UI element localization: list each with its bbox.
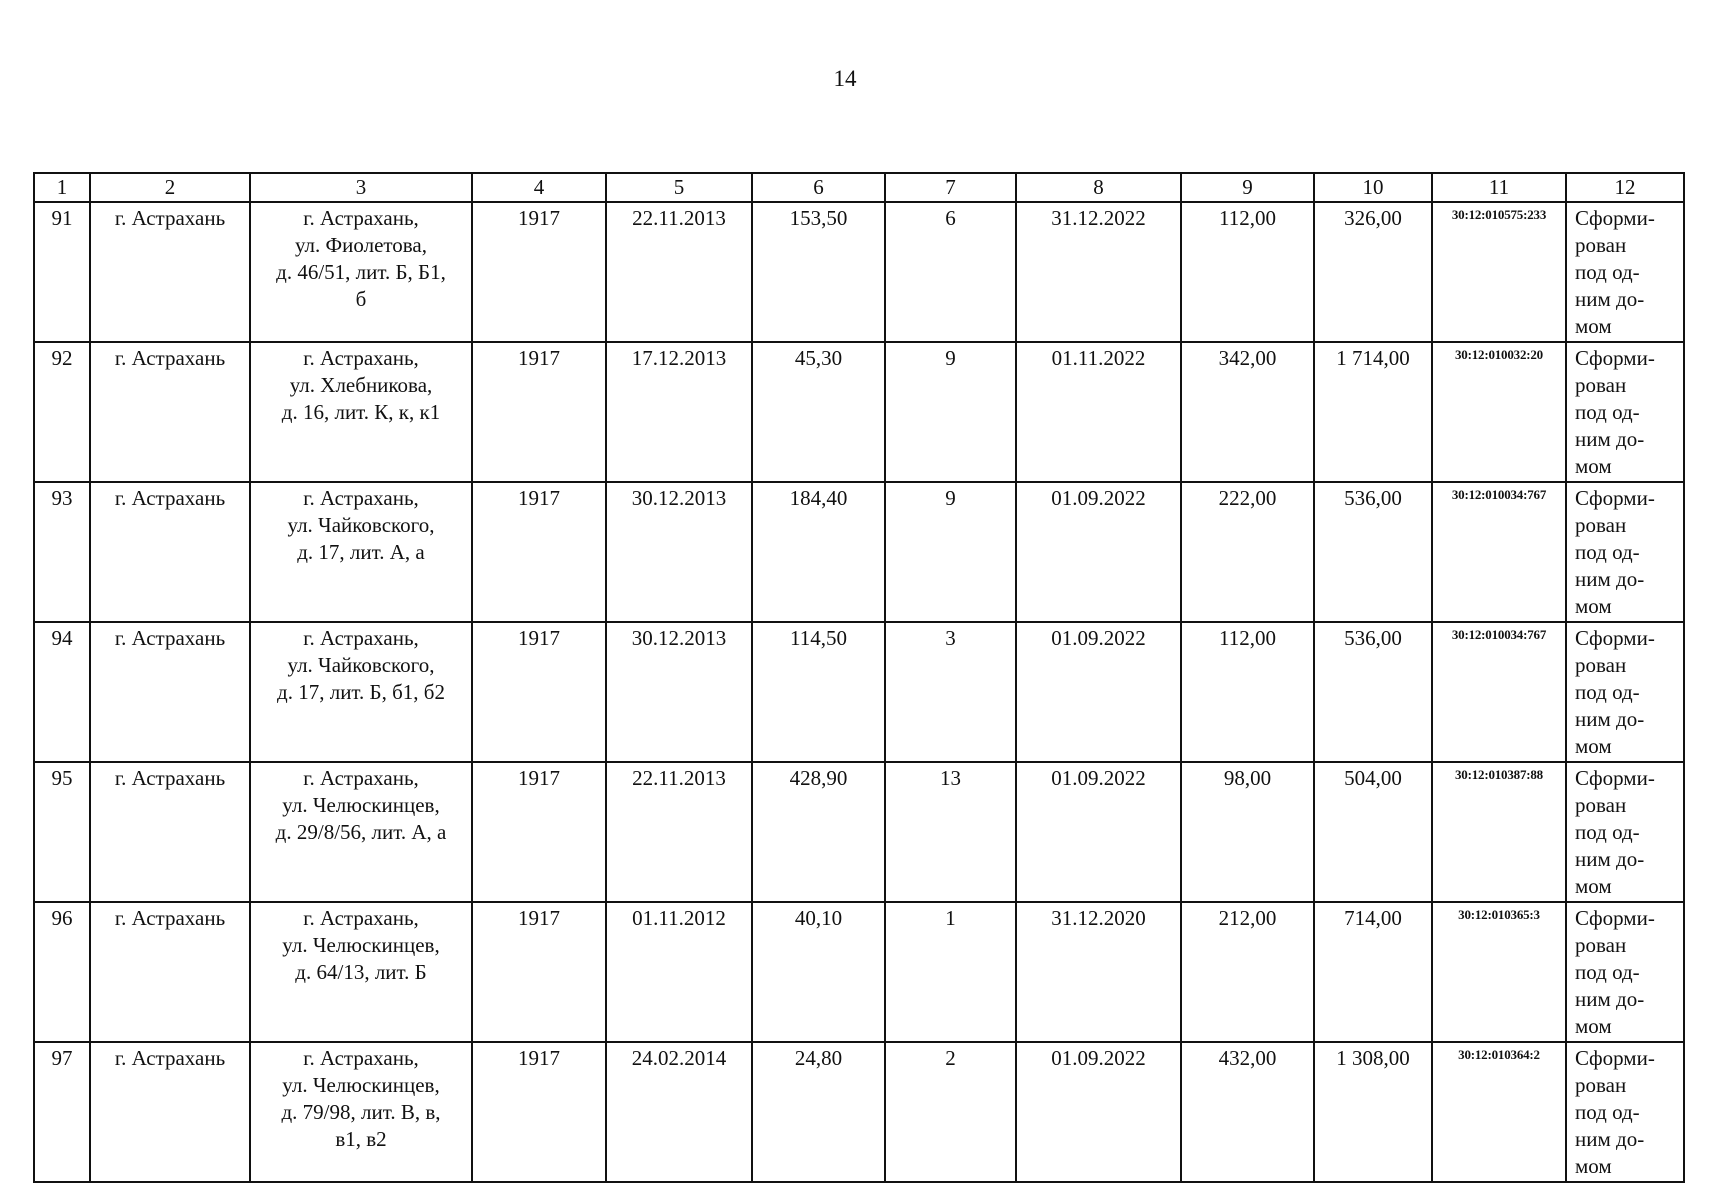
city-cell: г. Астрахань bbox=[90, 762, 250, 902]
deadline-cell: 01.09.2022 bbox=[1016, 482, 1181, 622]
city-cell: г. Астрахань bbox=[90, 342, 250, 482]
deadline-cell: 01.09.2022 bbox=[1016, 762, 1181, 902]
deadline-cell: 01.09.2022 bbox=[1016, 622, 1181, 762]
date-cell: 24.02.2014 bbox=[606, 1042, 752, 1182]
row-number: 91 bbox=[34, 202, 90, 342]
status-cell: Сформи- рован под од- ним до- мом bbox=[1566, 482, 1684, 622]
city-cell: г. Астрахань bbox=[90, 202, 250, 342]
value-cell: 98,00 bbox=[1181, 762, 1314, 902]
row-number: 96 bbox=[34, 902, 90, 1042]
table-row bbox=[34, 762, 1684, 902]
column-header: 4 bbox=[472, 173, 606, 202]
column-header: 8 bbox=[1016, 173, 1181, 202]
year-cell: 1917 bbox=[472, 202, 606, 342]
table-row bbox=[34, 202, 1684, 342]
area-cell: 184,40 bbox=[752, 482, 885, 622]
count-cell: 6 bbox=[885, 202, 1016, 342]
year-cell: 1917 bbox=[472, 622, 606, 762]
address-cell: г. Астрахань, ул. Чайковского, д. 17, лит. А, а bbox=[250, 482, 472, 622]
address-cell: г. Астрахань, ул. Чайковского, д. 17, лит. Б, б1, б2 bbox=[250, 622, 472, 762]
column-header: 1 bbox=[34, 173, 90, 202]
date-cell: 22.11.2013 bbox=[606, 202, 752, 342]
value-cell: 504,00 bbox=[1314, 762, 1432, 902]
value-cell: 536,00 bbox=[1314, 622, 1432, 762]
column-header: 10 bbox=[1314, 173, 1432, 202]
cadastral-number-cell: 30:12:010032:20 bbox=[1432, 342, 1566, 482]
table-row bbox=[34, 902, 1684, 1042]
value-cell: 1 308,00 bbox=[1314, 1042, 1432, 1182]
year-cell: 1917 bbox=[472, 482, 606, 622]
cadastral-number-cell: 30:12:010034:767 bbox=[1432, 482, 1566, 622]
status-cell: Сформи- рован под од- ним до- мом bbox=[1566, 1042, 1684, 1182]
cadastral-number-cell: 30:12:010387:88 bbox=[1432, 762, 1566, 902]
address-cell: г. Астрахань, ул. Челюскинцев, д. 29/8/56, лит. А, а bbox=[250, 762, 472, 902]
cadastral-number-cell: 30:12:010364:2 bbox=[1432, 1042, 1566, 1182]
count-cell: 13 bbox=[885, 762, 1016, 902]
column-header: 3 bbox=[250, 173, 472, 202]
address-cell: г. Астрахань, ул. Челюскинцев, д. 79/98, лит. В, в, в1, в2 bbox=[250, 1042, 472, 1182]
area-cell: 40,10 bbox=[752, 902, 885, 1042]
area-cell: 24,80 bbox=[752, 1042, 885, 1182]
value-cell: 222,00 bbox=[1181, 482, 1314, 622]
table-row bbox=[34, 622, 1684, 762]
date-cell: 01.11.2012 bbox=[606, 902, 752, 1042]
deadline-cell: 31.12.2020 bbox=[1016, 902, 1181, 1042]
value-cell: 1 714,00 bbox=[1314, 342, 1432, 482]
city-cell: г. Астрахань bbox=[90, 902, 250, 1042]
cadastral-number-cell: 30:12:010575:233 bbox=[1432, 202, 1566, 342]
table-row bbox=[34, 342, 1684, 482]
column-header: 7 bbox=[885, 173, 1016, 202]
status-cell: Сформи- рован под од- ним до- мом bbox=[1566, 622, 1684, 762]
value-cell: 112,00 bbox=[1181, 622, 1314, 762]
value-cell: 212,00 bbox=[1181, 902, 1314, 1042]
count-cell: 2 bbox=[885, 1042, 1016, 1182]
address-cell: г. Астрахань, ул. Фиолетова, д. 46/51, лит. Б, Б1, б bbox=[250, 202, 472, 342]
value-cell: 112,00 bbox=[1181, 202, 1314, 342]
value-cell: 342,00 bbox=[1181, 342, 1314, 482]
column-header: 9 bbox=[1181, 173, 1314, 202]
address-cell: г. Астрахань, ул. Хлебникова, д. 16, лит. К, к, к1 bbox=[250, 342, 472, 482]
header-row bbox=[34, 173, 1684, 202]
count-cell: 1 bbox=[885, 902, 1016, 1042]
row-number: 94 bbox=[34, 622, 90, 762]
year-cell: 1917 bbox=[472, 902, 606, 1042]
date-cell: 30.12.2013 bbox=[606, 482, 752, 622]
table-row bbox=[34, 1042, 1684, 1182]
deadline-cell: 01.09.2022 bbox=[1016, 1042, 1181, 1182]
deadline-cell: 31.12.2022 bbox=[1016, 202, 1181, 342]
city-cell: г. Астрахань bbox=[90, 1042, 250, 1182]
value-cell: 714,00 bbox=[1314, 902, 1432, 1042]
date-cell: 17.12.2013 bbox=[606, 342, 752, 482]
column-header: 12 bbox=[1566, 173, 1684, 202]
row-number: 97 bbox=[34, 1042, 90, 1182]
column-header: 5 bbox=[606, 173, 752, 202]
count-cell: 9 bbox=[885, 482, 1016, 622]
status-cell: Сформи- рован под од- ним до- мом bbox=[1566, 762, 1684, 902]
table-row bbox=[34, 482, 1684, 622]
count-cell: 3 bbox=[885, 622, 1016, 762]
area-cell: 114,50 bbox=[752, 622, 885, 762]
cadastral-number-cell: 30:12:010034:767 bbox=[1432, 622, 1566, 762]
address-cell: г. Астрахань, ул. Челюскинцев, д. 64/13, лит. Б bbox=[250, 902, 472, 1042]
column-header: 6 bbox=[752, 173, 885, 202]
deadline-cell: 01.11.2022 bbox=[1016, 342, 1181, 482]
area-cell: 428,90 bbox=[752, 762, 885, 902]
date-cell: 30.12.2013 bbox=[606, 622, 752, 762]
row-number: 93 bbox=[34, 482, 90, 622]
value-cell: 326,00 bbox=[1314, 202, 1432, 342]
status-cell: Сформи- рован под од- ним до- мом bbox=[1566, 202, 1684, 342]
value-cell: 432,00 bbox=[1181, 1042, 1314, 1182]
city-cell: г. Астрахань bbox=[90, 622, 250, 762]
status-cell: Сформи- рован под од- ним до- мом bbox=[1566, 342, 1684, 482]
register-table bbox=[33, 172, 1685, 1183]
date-cell: 22.11.2013 bbox=[606, 762, 752, 902]
area-cell: 45,30 bbox=[752, 342, 885, 482]
column-header: 2 bbox=[90, 173, 250, 202]
status-cell: Сформи- рован под од- ним до- мом bbox=[1566, 902, 1684, 1042]
year-cell: 1917 bbox=[472, 762, 606, 902]
area-cell: 153,50 bbox=[752, 202, 885, 342]
count-cell: 9 bbox=[885, 342, 1016, 482]
city-cell: г. Астрахань bbox=[90, 482, 250, 622]
value-cell: 536,00 bbox=[1314, 482, 1432, 622]
year-cell: 1917 bbox=[472, 1042, 606, 1182]
cadastral-number-cell: 30:12:010365:3 bbox=[1432, 902, 1566, 1042]
row-number: 92 bbox=[34, 342, 90, 482]
column-header: 11 bbox=[1432, 173, 1566, 202]
year-cell: 1917 bbox=[472, 342, 606, 482]
page-number: 14 bbox=[833, 66, 857, 91]
row-number: 95 bbox=[34, 762, 90, 902]
